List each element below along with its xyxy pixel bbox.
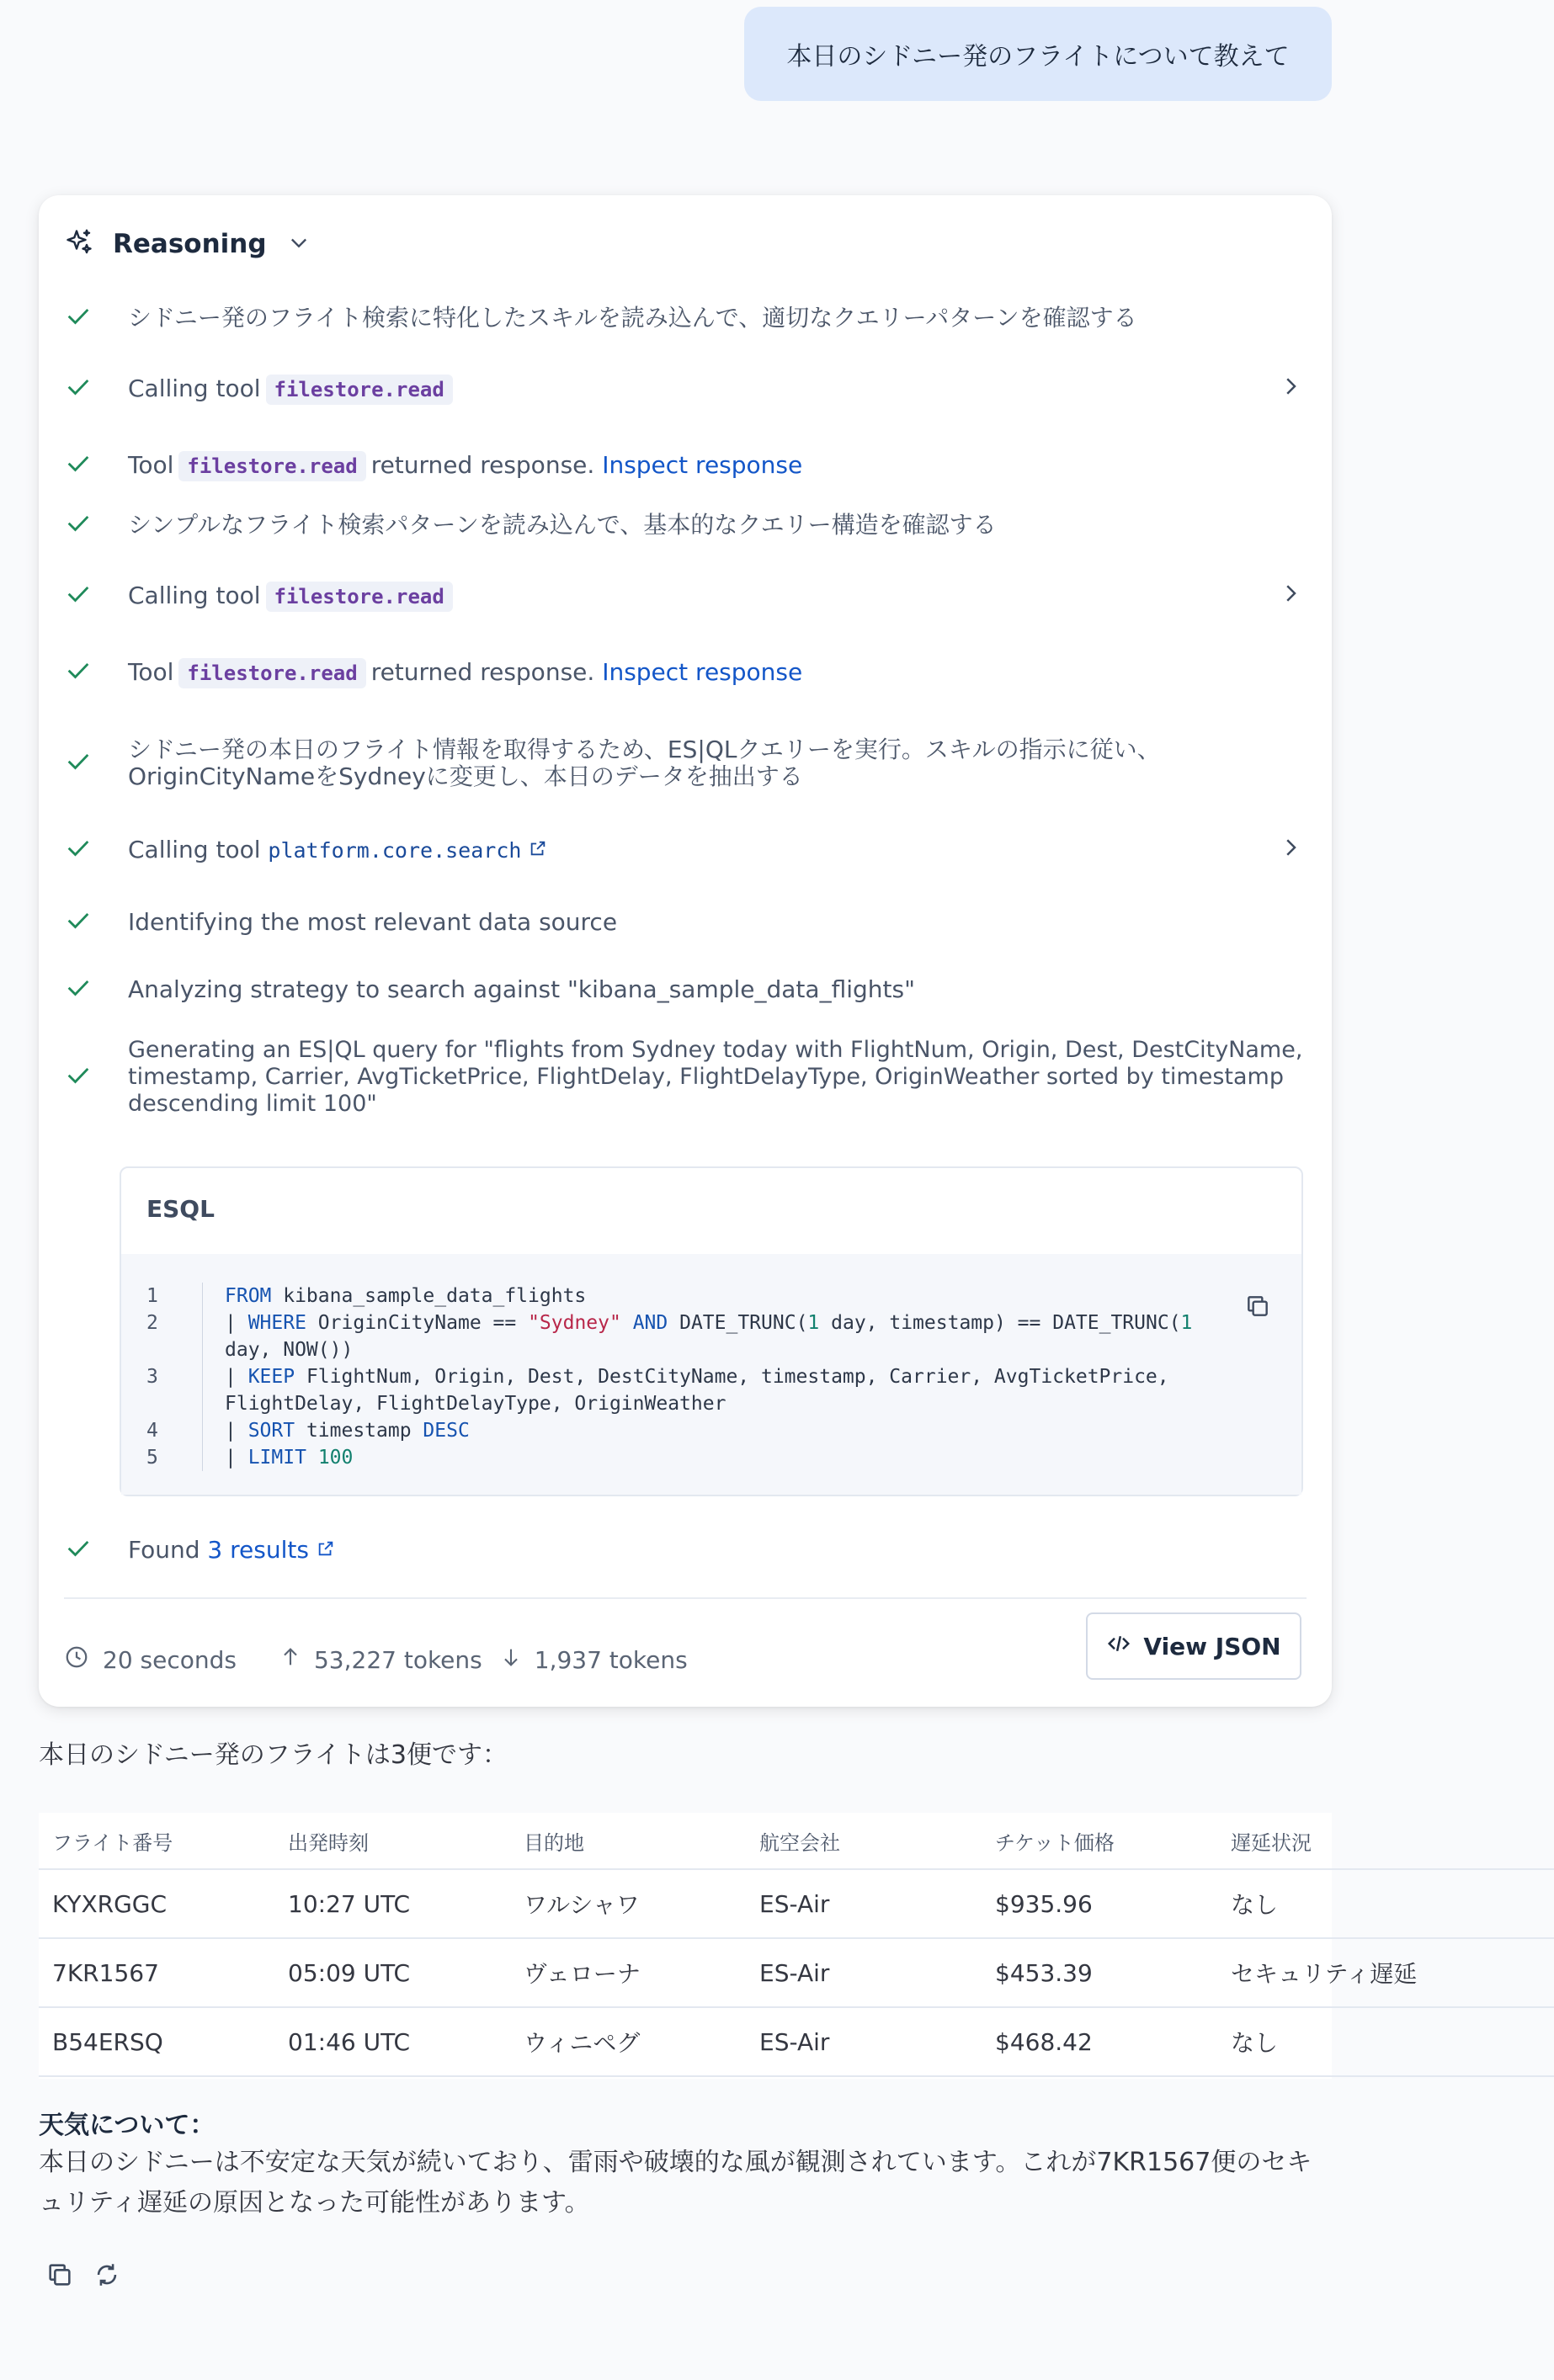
- table-cell: 10:27 UTC: [274, 1869, 510, 1938]
- duration-text: 20 seconds: [103, 1646, 237, 1674]
- step-text: Generating an ES|QL query for "flights from Sydney today with FlightNum, Origin, Dest, DestCityName, timestamp, Carrier, AvgTicketPrice, FlightDelay, FlightDelayType, OriginWeather sorted by timestamp descending limit 100": [128, 1037, 1303, 1117]
- refresh-icon[interactable]: [93, 2260, 121, 2292]
- sparkles-icon: [64, 227, 94, 261]
- table-cell: ES-Air: [746, 1938, 982, 2007]
- tool-name-link[interactable]: platform.core.search: [268, 837, 522, 863]
- check-icon: [64, 746, 98, 781]
- duration-stat: [64, 1644, 237, 1676]
- results-link[interactable]: 3 results: [207, 1536, 309, 1564]
- code-line: [121, 1310, 1301, 1363]
- step-middle: returned response.: [370, 450, 595, 479]
- check-icon: [64, 906, 98, 940]
- check-icon: [64, 449, 98, 483]
- line-number: 2: [146, 1312, 158, 1334]
- flights-table: [39, 1813, 1418, 2079]
- output-tokens-stat: [499, 1645, 688, 1675]
- step-text: [128, 582, 1268, 610]
- tool-name: filestore.read: [266, 375, 453, 405]
- user-message-text: 本日のシドニー発のフライトについて教えて: [786, 42, 1290, 72]
- input-tokens-text: 53,227 tokens: [313, 1646, 482, 1674]
- table-cell: セキュリティ遅延: [1217, 1938, 1554, 2007]
- table-cell: ES-Air: [746, 1869, 982, 1938]
- string-literal: "Sydney": [528, 1312, 621, 1334]
- check-icon: [64, 1533, 98, 1568]
- code-text: DATE_TRUNC(: [668, 1312, 808, 1334]
- check-icon: [64, 301, 98, 336]
- code-text: day, timestamp) == DATE_TRUNC(: [819, 1312, 1181, 1334]
- copy-icon[interactable]: [1244, 1293, 1271, 1327]
- keyword: WHERE: [247, 1312, 306, 1334]
- reasoning-panel: [39, 195, 1332, 1707]
- code-line: [121, 1283, 1301, 1310]
- chevron-right-icon[interactable]: [1278, 374, 1303, 405]
- table-cell: 05:09 UTC: [274, 1938, 510, 2007]
- table-cell: 01:46 UTC: [274, 2007, 510, 2076]
- input-tokens-stat: [279, 1645, 482, 1675]
- check-icon: [64, 1060, 98, 1095]
- table-cell: なし: [1217, 1869, 1554, 1938]
- arrow-up-icon: [279, 1645, 302, 1675]
- reasoning-step-tool-call[interactable]: [64, 830, 1303, 870]
- code-text: |: [225, 1447, 248, 1469]
- keyword: LIMIT: [247, 1447, 306, 1469]
- reasoning-step-tool-call[interactable]: [64, 369, 1303, 409]
- code-text: |: [225, 1420, 248, 1442]
- reasoning-step: [64, 734, 1303, 793]
- column-header: 目的地: [510, 1813, 746, 1869]
- reasoning-step: [64, 508, 1303, 542]
- reasoning-step: [64, 301, 1303, 335]
- answer-intro: 本日のシドニー発のフライトは3便です：: [39, 1740, 508, 1770]
- code-text: OriginCityName ==: [306, 1312, 529, 1334]
- tool-name: filestore.read: [178, 451, 365, 481]
- code-text: |: [225, 1312, 248, 1334]
- table-cell: ES-Air: [746, 2007, 982, 2076]
- step-line-1: シドニー発の本日のフライト情報を取得するため、ES|QLクエリーを実行。スキルの指示に従い、: [128, 736, 1161, 763]
- column-header: 出発時刻: [274, 1813, 510, 1869]
- step-text: Identifying the most relevant data source: [128, 908, 618, 936]
- esql-code-block: [120, 1166, 1303, 1496]
- tool-name: filestore.read: [266, 582, 453, 612]
- keyword: KEEP: [247, 1366, 295, 1388]
- table-cell: $468.42: [982, 2007, 1217, 2076]
- reasoning-step: [64, 973, 1303, 1007]
- line-number: 3: [146, 1366, 158, 1388]
- code-text: FlightNum, Origin, Dest, DestCityName, timestamp, Carrier, AvgTicketPrice, FlightDelay, FlightDelayType, OriginWeather: [225, 1366, 1181, 1415]
- tool-name: filestore.read: [178, 658, 365, 688]
- weather-heading: 天気について：: [39, 2111, 216, 2140]
- check-icon: [64, 579, 98, 614]
- table-row: [39, 1869, 1554, 1938]
- keyword: FROM: [225, 1285, 272, 1307]
- view-json-label: View JSON: [1143, 1632, 1281, 1660]
- reasoning-step-tool-response: [64, 446, 1303, 485]
- reasoning-step-tool-call[interactable]: [64, 576, 1303, 616]
- table-cell: ヴェローナ: [510, 1938, 746, 2007]
- step-middle: returned response.: [370, 657, 595, 686]
- step-text: Analyzing strategy to search against "kibana_sample_data_flights": [128, 975, 915, 1003]
- column-header: チケット価格: [982, 1813, 1217, 1869]
- step-prefix: Tool: [128, 657, 174, 686]
- table-cell: $935.96: [982, 1869, 1217, 1938]
- table-cell: 7KR1567: [39, 1938, 274, 2007]
- reasoning-step-tool-response: [64, 653, 1303, 692]
- esql-code: [121, 1254, 1301, 1495]
- table-header-row: [39, 1813, 1554, 1869]
- step-text: [128, 452, 1303, 480]
- keyword: AND: [632, 1312, 668, 1334]
- code-line: [121, 1363, 1301, 1417]
- code-line: [121, 1417, 1301, 1444]
- divider: [64, 1597, 1307, 1599]
- table-cell: KYXRGGC: [39, 1869, 274, 1938]
- line-number: 4: [146, 1420, 158, 1442]
- esql-title: ESQL: [146, 1195, 215, 1223]
- step-prefix: Calling tool: [128, 374, 261, 402]
- code-text: [621, 1312, 633, 1334]
- check-icon: [64, 656, 98, 690]
- table-cell: $453.39: [982, 1938, 1217, 2007]
- step-prefix: Calling tool: [128, 581, 261, 609]
- step-text: シンプルなフライト検索パターンを読み込んで、基本的なクエリー構造を確認する: [128, 511, 997, 539]
- check-icon: [64, 372, 98, 406]
- table-row: [39, 1938, 1554, 2007]
- code-line: [121, 1444, 1301, 1471]
- step-text: [128, 837, 1268, 864]
- reasoning-title: Reasoning: [113, 229, 267, 259]
- check-icon: [64, 973, 98, 1007]
- check-icon: [64, 508, 98, 543]
- inspect-response-link[interactable]: Inspect response: [602, 450, 803, 479]
- table-cell: なし: [1217, 2007, 1554, 2076]
- reasoning-header[interactable]: [64, 220, 311, 268]
- step-text: [128, 1537, 1303, 1564]
- view-json-button[interactable]: [1086, 1612, 1301, 1680]
- message-actions: [45, 2260, 140, 2292]
- code-text: day, NOW()): [225, 1312, 1205, 1361]
- weather-paragraph: 本日のシドニーは不安定な天気が続いており、雷雨や破壊的な風が観測されています。これが7KR1567便のセキュリティ遅延の原因となった可能性があります。: [39, 2148, 1312, 2218]
- reasoning-step: [64, 906, 1303, 939]
- column-header: 航空会社: [746, 1813, 982, 1869]
- table-row: [39, 2007, 1554, 2076]
- step-text: シドニー発のフライト検索に特化したスキルを読み込んで、適切なクエリーパターンを確認する: [128, 304, 1137, 332]
- step-prefix: Calling tool: [128, 835, 261, 863]
- check-icon: [64, 833, 98, 868]
- column-header: 遅延状況: [1217, 1813, 1554, 1869]
- line-number: 1: [146, 1285, 158, 1307]
- step-text: [128, 375, 1268, 403]
- copy-icon[interactable]: [45, 2260, 74, 2292]
- user-message-bubble: [744, 7, 1332, 101]
- table-cell: ウィニペグ: [510, 2007, 746, 2076]
- chevron-right-icon[interactable]: [1278, 581, 1303, 612]
- number-literal: 100: [317, 1447, 354, 1469]
- chevron-down-icon[interactable]: [287, 231, 311, 258]
- external-link-icon[interactable]: [529, 836, 547, 863]
- number-literal: 1: [807, 1312, 820, 1334]
- code-text: [306, 1447, 318, 1469]
- table-cell: B54ERSQ: [39, 2007, 274, 2076]
- clock-icon: [64, 1644, 89, 1676]
- step-text: [128, 659, 1303, 687]
- column-header: フライト番号: [39, 1813, 274, 1869]
- step-line-2: OriginCityNameをSydneyに変更し、本日のデータを抽出する: [128, 762, 803, 790]
- code-icon: [1106, 1631, 1131, 1662]
- step-text: [128, 736, 1303, 790]
- arrow-down-icon: [499, 1645, 523, 1675]
- keyword: SORT: [247, 1420, 295, 1442]
- step-prefix: Found: [128, 1536, 200, 1564]
- reasoning-step-results: [64, 1533, 1303, 1567]
- keyword: DESC: [423, 1420, 470, 1442]
- reasoning-stats: [64, 1644, 688, 1676]
- line-number: 5: [146, 1447, 158, 1469]
- code-text: timestamp: [295, 1420, 423, 1442]
- chevron-right-icon[interactable]: [1278, 835, 1303, 866]
- code-text: |: [225, 1366, 248, 1388]
- number-literal: 1: [1180, 1312, 1193, 1334]
- reasoning-step: [64, 1035, 1303, 1119]
- output-tokens-text: 1,937 tokens: [534, 1646, 688, 1674]
- step-prefix: Tool: [128, 450, 174, 479]
- inspect-response-link[interactable]: Inspect response: [602, 657, 803, 686]
- external-link-icon[interactable]: [317, 1536, 335, 1564]
- code-text: kibana_sample_data_flights: [271, 1285, 587, 1307]
- table-cell: ワルシャワ: [510, 1869, 746, 1938]
